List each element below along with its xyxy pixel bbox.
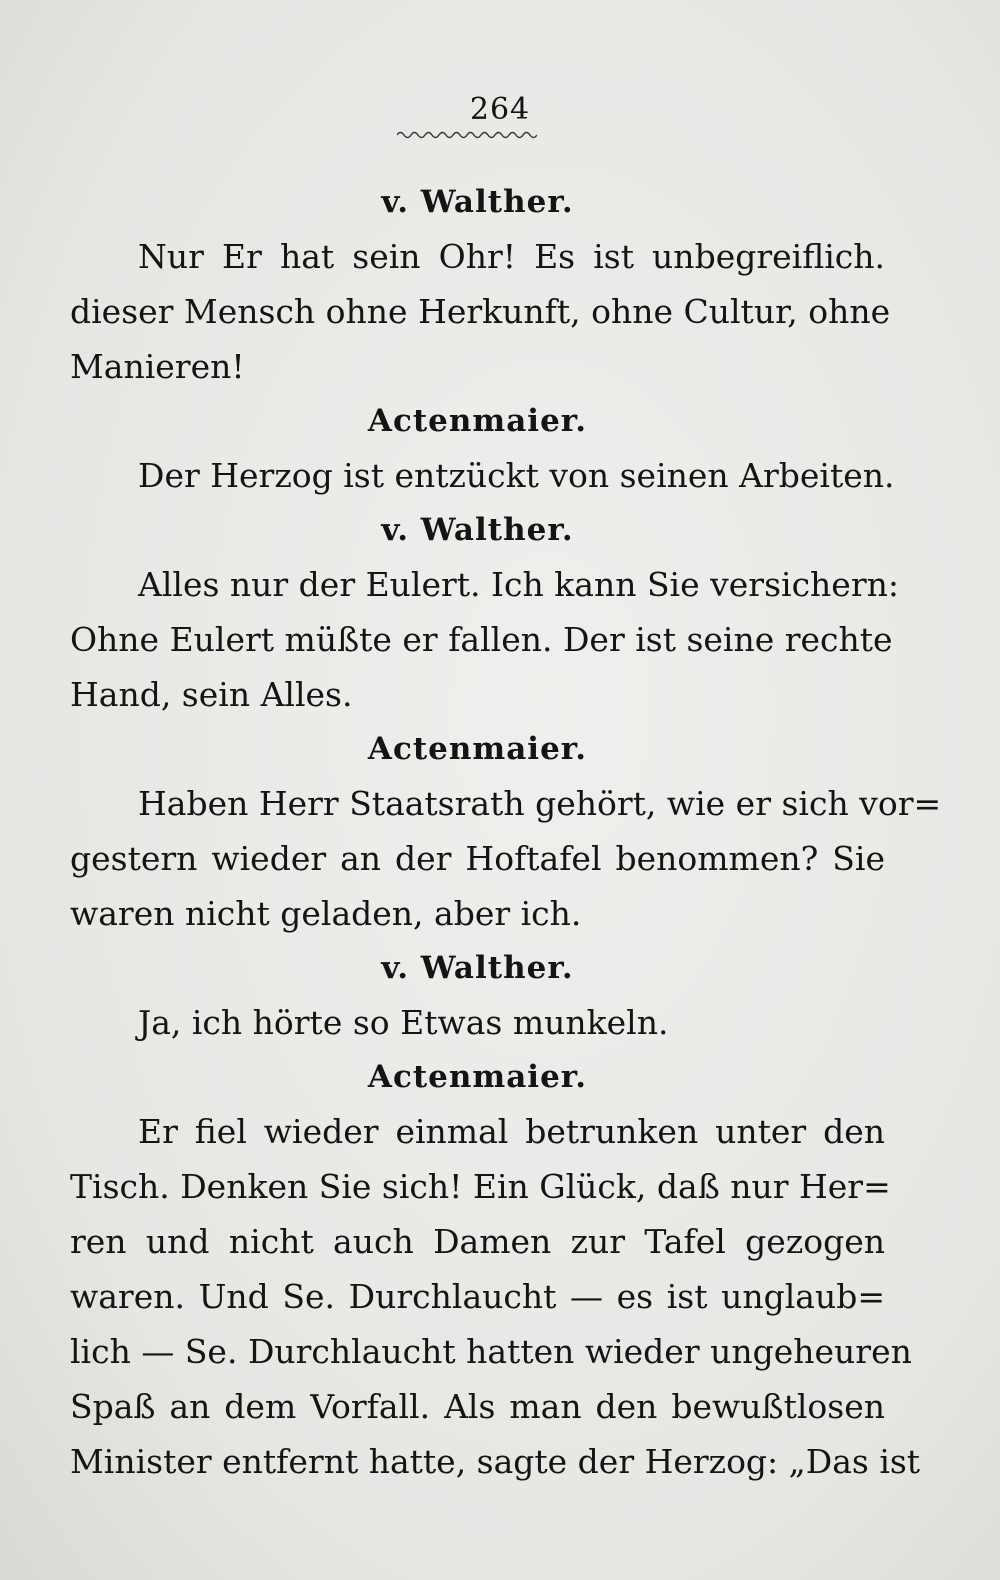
text-line: Nur Er hat sein Ohr! Es ist unbegreiflich. xyxy=(138,237,885,276)
text-line: waren. Und Se. Durchlaucht — es ist unglaub= xyxy=(70,1277,885,1316)
text-line: Hand, sein Alles. xyxy=(70,675,353,714)
text-line: Haben Herr Staatsrath gehört, wie er sich vor= xyxy=(138,784,942,823)
play-text xyxy=(70,175,942,1489)
text-line: Spaß an dem Vorfall. Als man den bewußtlosen xyxy=(70,1387,885,1426)
speaker-heading: v. Walther. xyxy=(381,950,574,986)
text-line: ren und nicht auch Damen zur Tafel gezogen xyxy=(70,1222,885,1261)
speaker-heading: Actenmaier. xyxy=(367,403,588,439)
text-line: Manieren! xyxy=(70,347,245,386)
text-line: Ohne Eulert müßte er fallen. Der ist seine rechte xyxy=(70,620,893,659)
text-line: Tisch. Denken Sie sich! Ein Glück, daß nur Her= xyxy=(70,1167,891,1206)
text-line: Alles nur der Eulert. Ich kann Sie versichern: xyxy=(138,565,899,604)
text-line: Minister entfernt hatte, sagte der Herzog: „Das ist xyxy=(70,1442,921,1481)
wavy-rule-ornament xyxy=(397,128,537,142)
speaker-heading: v. Walther. xyxy=(381,512,574,548)
text-line: Er fiel wieder einmal betrunken unter den xyxy=(138,1112,885,1151)
text-line: gestern wieder an der Hoftafel benommen? Sie xyxy=(70,839,885,878)
speaker-heading: Actenmaier. xyxy=(367,731,588,767)
text-line: Der Herzog ist entzückt von seinen Arbeiten. xyxy=(138,456,895,495)
speaker-heading: Actenmaier. xyxy=(367,1059,588,1095)
speaker-heading: v. Walther. xyxy=(381,184,574,220)
text-line: Ja, ich hörte so Etwas munkeln. xyxy=(138,1003,669,1042)
page-number: 264 xyxy=(469,92,531,127)
text-line: lich — Se. Durchlaucht hatten wieder ungeheuren xyxy=(70,1332,912,1371)
text-line: waren nicht geladen, aber ich. xyxy=(70,894,582,933)
text-line: dieser Mensch ohne Herkunft, ohne Cultur, ohne xyxy=(70,292,891,331)
